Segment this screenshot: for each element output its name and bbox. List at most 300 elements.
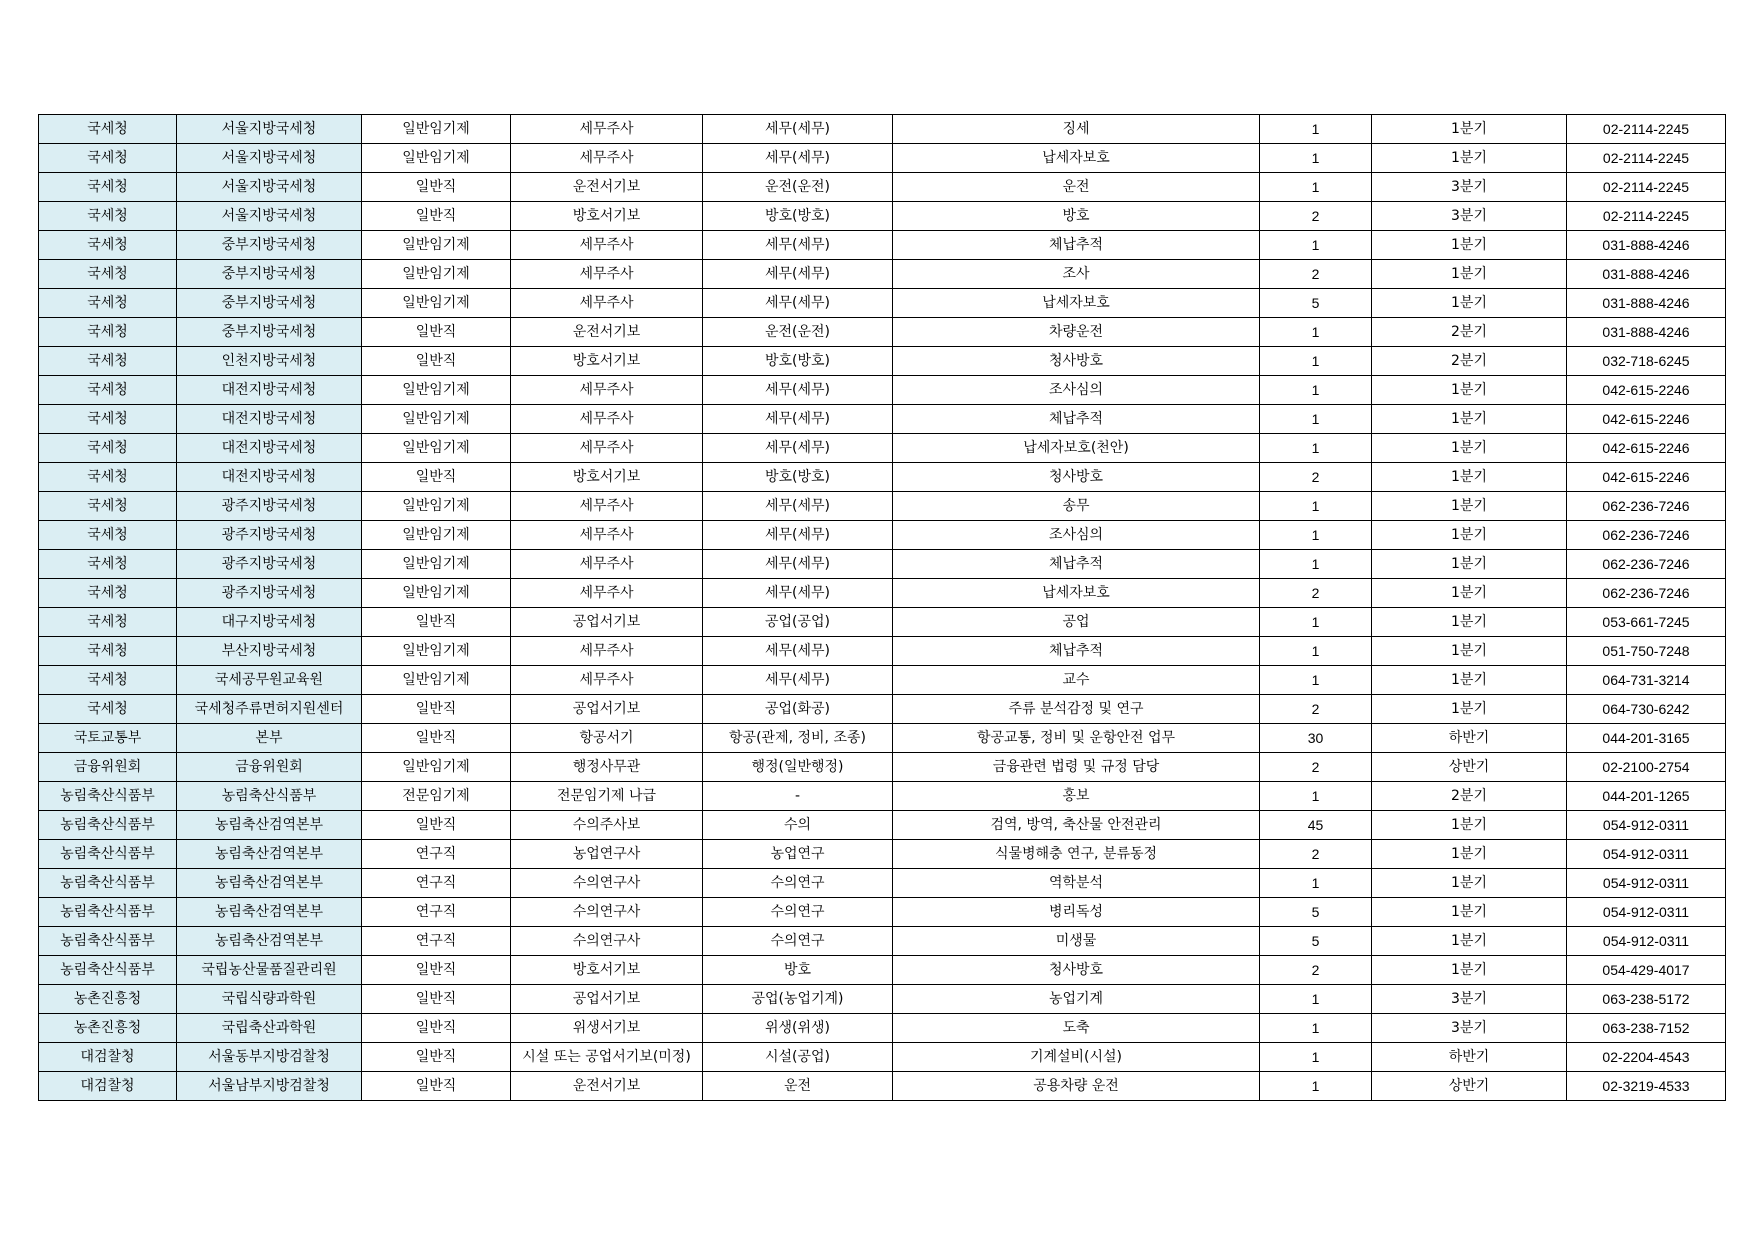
period-cell: 1분기 bbox=[1372, 666, 1567, 695]
agency-cell: 농림축산식품부 bbox=[39, 927, 177, 956]
table-row bbox=[39, 811, 1726, 840]
duty-cell: 송무 bbox=[893, 492, 1260, 521]
series-cell: 세무(세무) bbox=[703, 260, 893, 289]
phone-cell: 054-912-0311 bbox=[1567, 869, 1726, 898]
phone-cell: 031-888-4246 bbox=[1567, 260, 1726, 289]
job-type-cell: 전문임기제 bbox=[362, 782, 511, 811]
count-cell: 2 bbox=[1260, 695, 1372, 724]
office-cell: 중부지방국세청 bbox=[177, 289, 362, 318]
agency-cell: 국세청 bbox=[39, 579, 177, 608]
agency-cell: 국세청 bbox=[39, 405, 177, 434]
series-cell: 방호 bbox=[703, 956, 893, 985]
rank-cell: 공업서기보 bbox=[511, 695, 703, 724]
series-cell: 세무(세무) bbox=[703, 666, 893, 695]
phone-cell: 031-888-4246 bbox=[1567, 289, 1726, 318]
office-cell: 서울지방국세청 bbox=[177, 202, 362, 231]
table-row bbox=[39, 579, 1726, 608]
series-cell: 시설(공업) bbox=[703, 1043, 893, 1072]
series-cell: 공업(화공) bbox=[703, 695, 893, 724]
office-cell: 국립농산물품질관리원 bbox=[177, 956, 362, 985]
period-cell: 3분기 bbox=[1372, 1014, 1567, 1043]
table-row bbox=[39, 985, 1726, 1014]
rank-cell: 수의연구사 bbox=[511, 898, 703, 927]
table-row bbox=[39, 782, 1726, 811]
series-cell: 운전(운전) bbox=[703, 318, 893, 347]
count-cell: 1 bbox=[1260, 521, 1372, 550]
phone-cell: 02-2114-2245 bbox=[1567, 173, 1726, 202]
table-row bbox=[39, 376, 1726, 405]
rank-cell: 행정사무관 bbox=[511, 753, 703, 782]
office-cell: 서울동부지방검찰청 bbox=[177, 1043, 362, 1072]
rank-cell: 세무주사 bbox=[511, 579, 703, 608]
phone-cell: 062-236-7246 bbox=[1567, 492, 1726, 521]
job-type-cell: 일반임기제 bbox=[362, 231, 511, 260]
series-cell: 세무(세무) bbox=[703, 579, 893, 608]
rank-cell: 세무주사 bbox=[511, 260, 703, 289]
office-cell: 농림축산검역본부 bbox=[177, 898, 362, 927]
agency-cell: 국세청 bbox=[39, 260, 177, 289]
office-cell: 국립축산과학원 bbox=[177, 1014, 362, 1043]
job-type-cell: 연구직 bbox=[362, 898, 511, 927]
rank-cell: 세무주사 bbox=[511, 637, 703, 666]
job-type-cell: 연구직 bbox=[362, 840, 511, 869]
period-cell: 1분기 bbox=[1372, 898, 1567, 927]
count-cell: 1 bbox=[1260, 1014, 1372, 1043]
office-cell: 농림축산검역본부 bbox=[177, 811, 362, 840]
period-cell: 1분기 bbox=[1372, 521, 1567, 550]
period-cell: 1분기 bbox=[1372, 405, 1567, 434]
phone-cell: 062-236-7246 bbox=[1567, 579, 1726, 608]
count-cell: 1 bbox=[1260, 434, 1372, 463]
rank-cell: 운전서기보 bbox=[511, 1072, 703, 1101]
period-cell: 1분기 bbox=[1372, 550, 1567, 579]
table-row bbox=[39, 115, 1726, 144]
table-row bbox=[39, 144, 1726, 173]
phone-cell: 02-2100-2754 bbox=[1567, 753, 1726, 782]
agency-cell: 국세청 bbox=[39, 434, 177, 463]
duty-cell: 검역, 방역, 축산물 안전관리 bbox=[893, 811, 1260, 840]
series-cell: 세무(세무) bbox=[703, 405, 893, 434]
duty-cell: 조사심의 bbox=[893, 376, 1260, 405]
table-row bbox=[39, 231, 1726, 260]
job-type-cell: 일반직 bbox=[362, 956, 511, 985]
job-type-cell: 일반임기제 bbox=[362, 376, 511, 405]
series-cell: 세무(세무) bbox=[703, 550, 893, 579]
series-cell: 항공(관제, 정비, 조종) bbox=[703, 724, 893, 753]
agency-cell: 국세청 bbox=[39, 318, 177, 347]
period-cell: 1분기 bbox=[1372, 927, 1567, 956]
agency-cell: 농촌진흥청 bbox=[39, 1014, 177, 1043]
phone-cell: 054-912-0311 bbox=[1567, 840, 1726, 869]
rank-cell: 항공서기 bbox=[511, 724, 703, 753]
office-cell: 대전지방국세청 bbox=[177, 405, 362, 434]
series-cell: 세무(세무) bbox=[703, 637, 893, 666]
count-cell: 1 bbox=[1260, 550, 1372, 579]
series-cell: 세무(세무) bbox=[703, 492, 893, 521]
period-cell: 1분기 bbox=[1372, 579, 1567, 608]
series-cell: 농업연구 bbox=[703, 840, 893, 869]
table-row bbox=[39, 927, 1726, 956]
count-cell: 5 bbox=[1260, 898, 1372, 927]
series-cell: 세무(세무) bbox=[703, 144, 893, 173]
count-cell: 2 bbox=[1260, 753, 1372, 782]
series-cell: 방호(방호) bbox=[703, 463, 893, 492]
table-row bbox=[39, 1043, 1726, 1072]
series-cell: 세무(세무) bbox=[703, 231, 893, 260]
duty-cell: 식물병해충 연구, 분류동정 bbox=[893, 840, 1260, 869]
duty-cell: 청사방호 bbox=[893, 956, 1260, 985]
period-cell: 1분기 bbox=[1372, 811, 1567, 840]
duty-cell: 주류 분석감정 및 연구 bbox=[893, 695, 1260, 724]
job-type-cell: 연구직 bbox=[362, 869, 511, 898]
rank-cell: 공업서기보 bbox=[511, 608, 703, 637]
table-row bbox=[39, 289, 1726, 318]
rank-cell: 방호서기보 bbox=[511, 956, 703, 985]
job-type-cell: 일반직 bbox=[362, 318, 511, 347]
period-cell: 1분기 bbox=[1372, 289, 1567, 318]
office-cell: 중부지방국세청 bbox=[177, 318, 362, 347]
count-cell: 1 bbox=[1260, 1043, 1372, 1072]
table-row bbox=[39, 434, 1726, 463]
duty-cell: 체납추적 bbox=[893, 405, 1260, 434]
phone-cell: 031-888-4246 bbox=[1567, 231, 1726, 260]
period-cell: 1분기 bbox=[1372, 956, 1567, 985]
job-type-cell: 일반임기제 bbox=[362, 289, 511, 318]
agency-cell: 금융위원회 bbox=[39, 753, 177, 782]
period-cell: 1분기 bbox=[1372, 869, 1567, 898]
period-cell: 2분기 bbox=[1372, 347, 1567, 376]
duty-cell: 공업 bbox=[893, 608, 1260, 637]
duty-cell: 조사심의 bbox=[893, 521, 1260, 550]
table-row bbox=[39, 1072, 1726, 1101]
rank-cell: 시설 또는 공업서기보(미정) bbox=[511, 1043, 703, 1072]
table-row bbox=[39, 695, 1726, 724]
phone-cell: 051-750-7248 bbox=[1567, 637, 1726, 666]
duty-cell: 홍보 bbox=[893, 782, 1260, 811]
agency-cell: 국토교통부 bbox=[39, 724, 177, 753]
agency-cell: 농촌진흥청 bbox=[39, 985, 177, 1014]
count-cell: 1 bbox=[1260, 782, 1372, 811]
rank-cell: 운전서기보 bbox=[511, 318, 703, 347]
count-cell: 2 bbox=[1260, 579, 1372, 608]
count-cell: 2 bbox=[1260, 463, 1372, 492]
phone-cell: 064-731-3214 bbox=[1567, 666, 1726, 695]
rank-cell: 수의연구사 bbox=[511, 869, 703, 898]
job-type-cell: 일반직 bbox=[362, 811, 511, 840]
count-cell: 2 bbox=[1260, 260, 1372, 289]
count-cell: 2 bbox=[1260, 840, 1372, 869]
office-cell: 대전지방국세청 bbox=[177, 463, 362, 492]
job-type-cell: 일반직 bbox=[362, 1043, 511, 1072]
period-cell: 하반기 bbox=[1372, 724, 1567, 753]
table-row bbox=[39, 521, 1726, 550]
rank-cell: 수의연구사 bbox=[511, 927, 703, 956]
duty-cell: 청사방호 bbox=[893, 463, 1260, 492]
phone-cell: 064-730-6242 bbox=[1567, 695, 1726, 724]
table-body bbox=[39, 115, 1726, 1101]
phone-cell: 054-912-0311 bbox=[1567, 898, 1726, 927]
job-type-cell: 일반임기제 bbox=[362, 753, 511, 782]
duty-cell: 납세자보호 bbox=[893, 579, 1260, 608]
job-type-cell: 일반직 bbox=[362, 695, 511, 724]
job-type-cell: 일반직 bbox=[362, 985, 511, 1014]
rank-cell: 전문임기제 나급 bbox=[511, 782, 703, 811]
series-cell: 수의연구 bbox=[703, 898, 893, 927]
phone-cell: 042-615-2246 bbox=[1567, 376, 1726, 405]
rank-cell: 방호서기보 bbox=[511, 202, 703, 231]
job-type-cell: 일반임기제 bbox=[362, 637, 511, 666]
recruitment-table bbox=[38, 114, 1726, 1101]
duty-cell: 농업기계 bbox=[893, 985, 1260, 1014]
office-cell: 금융위원회 bbox=[177, 753, 362, 782]
agency-cell: 대검찰청 bbox=[39, 1072, 177, 1101]
phone-cell: 02-2114-2245 bbox=[1567, 144, 1726, 173]
job-type-cell: 일반임기제 bbox=[362, 521, 511, 550]
count-cell: 1 bbox=[1260, 231, 1372, 260]
rank-cell: 세무주사 bbox=[511, 434, 703, 463]
job-type-cell: 일반직 bbox=[362, 724, 511, 753]
count-cell: 2 bbox=[1260, 956, 1372, 985]
job-type-cell: 일반직 bbox=[362, 173, 511, 202]
series-cell: 세무(세무) bbox=[703, 376, 893, 405]
count-cell: 5 bbox=[1260, 289, 1372, 318]
table-row bbox=[39, 550, 1726, 579]
job-type-cell: 연구직 bbox=[362, 927, 511, 956]
rank-cell: 세무주사 bbox=[511, 289, 703, 318]
phone-cell: 02-2114-2245 bbox=[1567, 115, 1726, 144]
table-row bbox=[39, 724, 1726, 753]
agency-cell: 농림축산식품부 bbox=[39, 782, 177, 811]
phone-cell: 031-888-4246 bbox=[1567, 318, 1726, 347]
count-cell: 1 bbox=[1260, 347, 1372, 376]
table-row bbox=[39, 1014, 1726, 1043]
period-cell: 3분기 bbox=[1372, 985, 1567, 1014]
period-cell: 1분기 bbox=[1372, 492, 1567, 521]
agency-cell: 국세청 bbox=[39, 347, 177, 376]
phone-cell: 063-238-5172 bbox=[1567, 985, 1726, 1014]
period-cell: 1분기 bbox=[1372, 463, 1567, 492]
office-cell: 대구지방국세청 bbox=[177, 608, 362, 637]
count-cell: 1 bbox=[1260, 405, 1372, 434]
rank-cell: 세무주사 bbox=[511, 492, 703, 521]
table-row bbox=[39, 492, 1726, 521]
table-row bbox=[39, 608, 1726, 637]
series-cell: 세무(세무) bbox=[703, 289, 893, 318]
period-cell: 상반기 bbox=[1372, 1072, 1567, 1101]
office-cell: 농림축산검역본부 bbox=[177, 840, 362, 869]
rank-cell: 세무주사 bbox=[511, 405, 703, 434]
rank-cell: 세무주사 bbox=[511, 115, 703, 144]
office-cell: 광주지방국세청 bbox=[177, 521, 362, 550]
duty-cell: 항공교통, 정비 및 운항안전 업무 bbox=[893, 724, 1260, 753]
table-row bbox=[39, 260, 1726, 289]
series-cell: 공업(농업기계) bbox=[703, 985, 893, 1014]
office-cell: 광주지방국세청 bbox=[177, 492, 362, 521]
agency-cell: 국세청 bbox=[39, 695, 177, 724]
duty-cell: 운전 bbox=[893, 173, 1260, 202]
duty-cell: 교수 bbox=[893, 666, 1260, 695]
agency-cell: 국세청 bbox=[39, 521, 177, 550]
agency-cell: 농림축산식품부 bbox=[39, 811, 177, 840]
office-cell: 서울남부지방검찰청 bbox=[177, 1072, 362, 1101]
table-row bbox=[39, 956, 1726, 985]
rank-cell: 세무주사 bbox=[511, 144, 703, 173]
office-cell: 농림축산검역본부 bbox=[177, 927, 362, 956]
agency-cell: 국세청 bbox=[39, 231, 177, 260]
period-cell: 1분기 bbox=[1372, 608, 1567, 637]
period-cell: 1분기 bbox=[1372, 637, 1567, 666]
count-cell: 2 bbox=[1260, 202, 1372, 231]
phone-cell: 02-2114-2245 bbox=[1567, 202, 1726, 231]
rank-cell: 세무주사 bbox=[511, 231, 703, 260]
phone-cell: 02-3219-4533 bbox=[1567, 1072, 1726, 1101]
agency-cell: 국세청 bbox=[39, 144, 177, 173]
table-row bbox=[39, 840, 1726, 869]
table-row bbox=[39, 637, 1726, 666]
table-row bbox=[39, 202, 1726, 231]
job-type-cell: 일반임기제 bbox=[362, 115, 511, 144]
period-cell: 2분기 bbox=[1372, 318, 1567, 347]
phone-cell: 042-615-2246 bbox=[1567, 434, 1726, 463]
job-type-cell: 일반직 bbox=[362, 608, 511, 637]
duty-cell: 납세자보호 bbox=[893, 144, 1260, 173]
phone-cell: 062-236-7246 bbox=[1567, 521, 1726, 550]
period-cell: 상반기 bbox=[1372, 753, 1567, 782]
table-row bbox=[39, 463, 1726, 492]
office-cell: 국립식량과학원 bbox=[177, 985, 362, 1014]
office-cell: 서울지방국세청 bbox=[177, 144, 362, 173]
office-cell: 서울지방국세청 bbox=[177, 115, 362, 144]
duty-cell: 기계설비(시설) bbox=[893, 1043, 1260, 1072]
table-row bbox=[39, 347, 1726, 376]
period-cell: 1분기 bbox=[1372, 376, 1567, 405]
agency-cell: 국세청 bbox=[39, 550, 177, 579]
office-cell: 부산지방국세청 bbox=[177, 637, 362, 666]
phone-cell: 063-238-7152 bbox=[1567, 1014, 1726, 1043]
phone-cell: 054-912-0311 bbox=[1567, 927, 1726, 956]
phone-cell: 032-718-6245 bbox=[1567, 347, 1726, 376]
rank-cell: 세무주사 bbox=[511, 550, 703, 579]
rank-cell: 위생서기보 bbox=[511, 1014, 703, 1043]
agency-cell: 농림축산식품부 bbox=[39, 869, 177, 898]
duty-cell: 방호 bbox=[893, 202, 1260, 231]
count-cell: 1 bbox=[1260, 637, 1372, 666]
office-cell: 본부 bbox=[177, 724, 362, 753]
phone-cell: 02-2204-4543 bbox=[1567, 1043, 1726, 1072]
agency-cell: 국세청 bbox=[39, 202, 177, 231]
office-cell: 중부지방국세청 bbox=[177, 231, 362, 260]
duty-cell: 체납추적 bbox=[893, 637, 1260, 666]
rank-cell: 방호서기보 bbox=[511, 347, 703, 376]
table-row bbox=[39, 666, 1726, 695]
duty-cell: 금융관련 법령 및 규정 담당 bbox=[893, 753, 1260, 782]
duty-cell: 병리독성 bbox=[893, 898, 1260, 927]
series-cell: 행정(일반행정) bbox=[703, 753, 893, 782]
series-cell: 방호(방호) bbox=[703, 347, 893, 376]
office-cell: 중부지방국세청 bbox=[177, 260, 362, 289]
duty-cell: 징세 bbox=[893, 115, 1260, 144]
agency-cell: 농림축산식품부 bbox=[39, 956, 177, 985]
rank-cell: 세무주사 bbox=[511, 521, 703, 550]
count-cell: 1 bbox=[1260, 376, 1372, 405]
series-cell: - bbox=[703, 782, 893, 811]
series-cell: 수의연구 bbox=[703, 869, 893, 898]
duty-cell: 청사방호 bbox=[893, 347, 1260, 376]
series-cell: 운전(운전) bbox=[703, 173, 893, 202]
count-cell: 5 bbox=[1260, 927, 1372, 956]
series-cell: 수의연구 bbox=[703, 927, 893, 956]
rank-cell: 수의주사보 bbox=[511, 811, 703, 840]
office-cell: 농림축산식품부 bbox=[177, 782, 362, 811]
job-type-cell: 일반임기제 bbox=[362, 579, 511, 608]
phone-cell: 053-661-7245 bbox=[1567, 608, 1726, 637]
series-cell: 위생(위생) bbox=[703, 1014, 893, 1043]
duty-cell: 공용차량 운전 bbox=[893, 1072, 1260, 1101]
agency-cell: 국세청 bbox=[39, 463, 177, 492]
job-type-cell: 일반직 bbox=[362, 463, 511, 492]
duty-cell: 납세자보호(천안) bbox=[893, 434, 1260, 463]
office-cell: 광주지방국세청 bbox=[177, 579, 362, 608]
count-cell: 1 bbox=[1260, 666, 1372, 695]
period-cell: 1분기 bbox=[1372, 115, 1567, 144]
phone-cell: 044-201-1265 bbox=[1567, 782, 1726, 811]
job-type-cell: 일반임기제 bbox=[362, 550, 511, 579]
office-cell: 대전지방국세청 bbox=[177, 376, 362, 405]
agency-cell: 국세청 bbox=[39, 289, 177, 318]
period-cell: 1분기 bbox=[1372, 840, 1567, 869]
count-cell: 1 bbox=[1260, 144, 1372, 173]
table-row bbox=[39, 869, 1726, 898]
agency-cell: 국세청 bbox=[39, 376, 177, 405]
agency-cell: 농림축산식품부 bbox=[39, 898, 177, 927]
job-type-cell: 일반직 bbox=[362, 347, 511, 376]
office-cell: 국세공무원교육원 bbox=[177, 666, 362, 695]
period-cell: 1분기 bbox=[1372, 144, 1567, 173]
agency-cell: 국세청 bbox=[39, 608, 177, 637]
series-cell: 세무(세무) bbox=[703, 115, 893, 144]
office-cell: 국세청주류면허지원센터 bbox=[177, 695, 362, 724]
duty-cell: 체납추적 bbox=[893, 550, 1260, 579]
count-cell: 1 bbox=[1260, 173, 1372, 202]
series-cell: 공업(공업) bbox=[703, 608, 893, 637]
agency-cell: 국세청 bbox=[39, 115, 177, 144]
duty-cell: 납세자보호 bbox=[893, 289, 1260, 318]
job-type-cell: 일반임기제 bbox=[362, 666, 511, 695]
series-cell: 운전 bbox=[703, 1072, 893, 1101]
period-cell: 1분기 bbox=[1372, 695, 1567, 724]
office-cell: 인천지방국세청 bbox=[177, 347, 362, 376]
rank-cell: 농업연구사 bbox=[511, 840, 703, 869]
period-cell: 하반기 bbox=[1372, 1043, 1567, 1072]
count-cell: 45 bbox=[1260, 811, 1372, 840]
office-cell: 광주지방국세청 bbox=[177, 550, 362, 579]
phone-cell: 054-912-0311 bbox=[1567, 811, 1726, 840]
rank-cell: 세무주사 bbox=[511, 376, 703, 405]
table-row bbox=[39, 173, 1726, 202]
count-cell: 1 bbox=[1260, 318, 1372, 347]
rank-cell: 운전서기보 bbox=[511, 173, 703, 202]
job-type-cell: 일반임기제 bbox=[362, 405, 511, 434]
job-type-cell: 일반임기제 bbox=[362, 492, 511, 521]
table-row bbox=[39, 753, 1726, 782]
table-row bbox=[39, 898, 1726, 927]
period-cell: 3분기 bbox=[1372, 202, 1567, 231]
agency-cell: 농림축산식품부 bbox=[39, 840, 177, 869]
agency-cell: 대검찰청 bbox=[39, 1043, 177, 1072]
phone-cell: 044-201-3165 bbox=[1567, 724, 1726, 753]
office-cell: 서울지방국세청 bbox=[177, 173, 362, 202]
period-cell: 1분기 bbox=[1372, 231, 1567, 260]
